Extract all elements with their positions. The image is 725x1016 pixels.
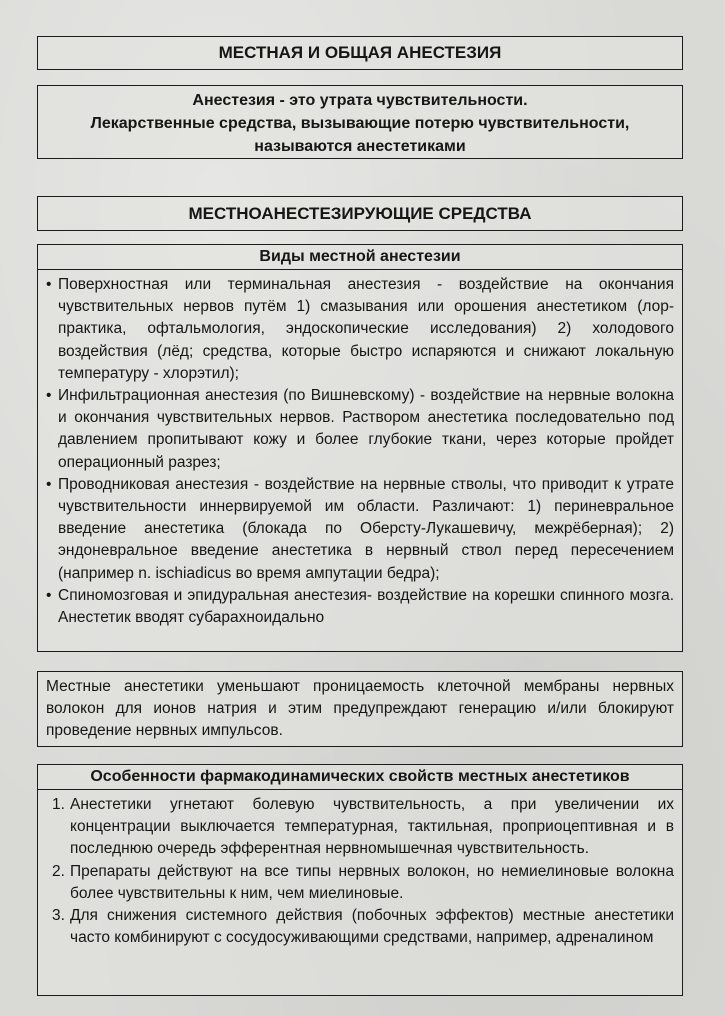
anesthesia-types-heading: Виды местной анестезии [38,245,682,270]
bullet-icon: • [46,586,52,604]
definition-line-2: Лекарственные средства, вызывающие потерю чувствительности, [90,115,630,132]
main-title: МЕСТНАЯ И ОБЩАЯ АНЕСТЕЗИЯ [218,43,502,62]
section-title-box [37,196,683,231]
list-item: • Спиномозговая и эпидуральная анестезия- воздействие на корешки спинного мозга. Анестетик вводят субарахноидально [46,586,674,627]
anesthesia-types-box [37,244,683,652]
item-number: 2. [52,862,65,880]
bullet-icon: • [46,276,52,293]
anesthesia-types-list [38,270,682,629]
definition-line-1: Анестезия - это утрата чувствительности. [192,92,528,109]
list-item: 1. Анестетики угнетают болевую чувствительность, а при увеличении их концентрации выключается температурная, тактильная, проприоцептивная и в последнюю очередь эфферентная нервномышечная чувствительность. [52,796,674,858]
section-title: МЕСТНОАНЕСТЕЗИРУЮЩИЕ СРЕДСТВА [188,204,532,223]
mechanism-box [37,671,683,747]
bullet-icon: • [46,387,52,405]
definition-line-3: называются анестетиками [254,138,466,155]
list-item: • Поверхностная или терминальная анестезия - воздействие на окончания чувствительных нервов путём 1) смазывания или орошения анестетиком (лор-практика, офтальмология, эндоскопические исследования) 2) холодового воздействия (лёд; средства, которые быстро испаряются и снижают локальную температуру - хлорэтил); [46,276,674,382]
list-item: 3. Для снижения системного действия (побочных эффектов) местные анестетики часто комбинируют с сосудосуживающими средствами, например, адреналином [52,907,674,947]
list-item: • Проводниковая анестезия - воздействие на нервные стволы, что приводит к утрате чувствительности иннервируемой им области. Различают: 1) периневральное введение анестетика (блокада по Оберсту-Лукашевичу, межрёберная); 2) эндоневральное введение анестетика в нервный ствол перед пересечением (например n. ischiadicus во время ампутации бедра); [46,475,674,582]
list-item: 2. Препараты действуют на все типы нервных волокон, но немиелиновые волокна более чувствительны к ним, чем миелиновые. [52,862,674,902]
item-number: 1. [52,796,65,813]
bullet-icon: • [46,475,52,493]
pharmacodynamics-list [38,790,682,949]
main-title-box [37,36,683,70]
mechanism-text: Местные анестетики уменьшают проницаемость клеточной мембраны нервных волокон для ионов натрия и этим предупреждают генерацию и/или блокируют проведение нервных импульсов. [46,678,674,740]
list-item: • Инфильтрационная анестезия (по Вишневскому) - воздействие на нервные волокна и окончания чувствительных нервов. Раствором анестетика последовательно под давлением пропитывают кожу и более глубокие ткани, через которые пройдет операционный разрез; [46,387,674,471]
pharmacodynamics-heading: Особенности фармакодинамических свойств местных анестетиков [38,765,682,790]
definition-box [37,85,683,159]
item-number: 3. [52,907,65,925]
pharmacodynamics-box [37,764,683,996]
